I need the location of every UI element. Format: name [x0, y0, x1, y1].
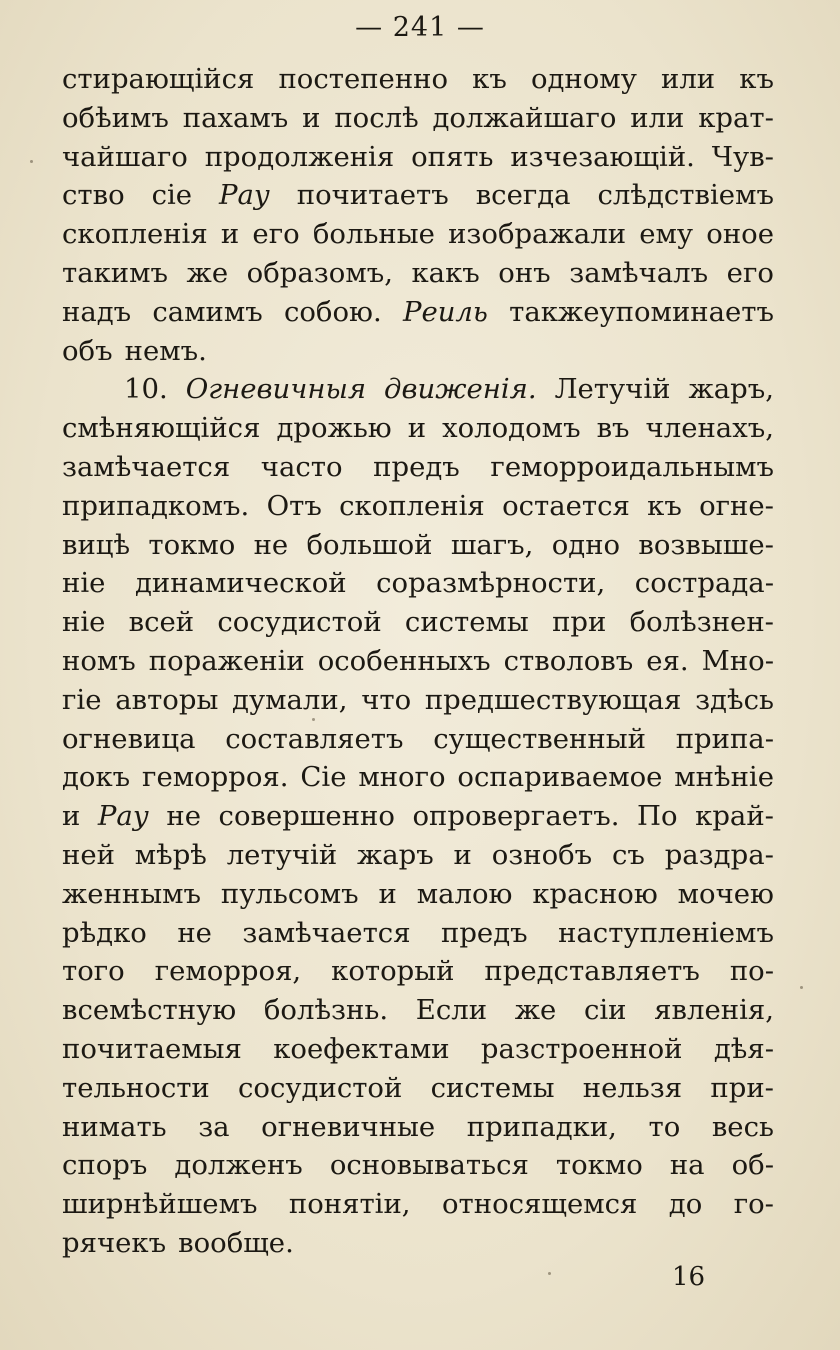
word: съ	[611, 838, 645, 871]
word: и	[407, 412, 427, 445]
word: по-	[729, 955, 774, 988]
word: остается	[502, 489, 630, 522]
word: представляетъ	[484, 955, 700, 988]
word: Сіе	[300, 761, 347, 794]
word: 10.	[124, 373, 168, 406]
word: вообще.	[178, 1226, 294, 1259]
word: Чув-	[711, 140, 774, 173]
word: системы	[404, 606, 529, 639]
paper-speck	[312, 718, 315, 721]
word: одному	[530, 63, 637, 95]
word: почитаемыя	[62, 1032, 242, 1065]
word: большой	[306, 528, 433, 561]
word: то	[648, 1110, 681, 1143]
word: ея.	[646, 644, 689, 677]
text-line	[62, 370, 774, 409]
word: какъ	[411, 256, 480, 289]
word: нельзя	[582, 1071, 683, 1104]
word: часто	[260, 450, 343, 483]
word: шагъ,	[450, 528, 534, 561]
word: возвыше-	[638, 528, 774, 561]
word: ознобъ	[491, 838, 593, 871]
text-line	[62, 797, 774, 836]
word: ней	[62, 838, 115, 871]
text-line	[62, 1146, 774, 1185]
word: соразмѣрности,	[376, 567, 606, 600]
text-line	[62, 448, 774, 487]
word: тельности	[62, 1071, 210, 1104]
word: пульсомъ	[220, 877, 359, 910]
word: Огневичныя	[185, 373, 367, 406]
word: много	[358, 761, 446, 794]
word: и	[220, 218, 240, 251]
word: сострада-	[634, 567, 774, 600]
word: на	[669, 1149, 705, 1182]
word: здѣсь	[695, 683, 774, 716]
word: Если	[415, 994, 488, 1027]
paper-speck	[800, 986, 803, 989]
word: собою.	[283, 295, 382, 328]
text-line	[62, 564, 774, 603]
text-line	[62, 1108, 774, 1147]
word: до	[668, 1188, 703, 1221]
word: за	[198, 1110, 230, 1143]
word: коефектами	[273, 1032, 450, 1065]
word: къ	[739, 63, 774, 95]
word: оспариваемое	[457, 761, 663, 794]
word: Отъ	[266, 489, 322, 522]
text-line	[62, 758, 774, 797]
word: крат-	[698, 101, 774, 134]
word: пораженіи	[148, 644, 305, 677]
word: мочею	[677, 877, 774, 910]
word: не	[253, 528, 289, 561]
word: замѣчается	[62, 450, 231, 483]
word: женнымъ	[62, 877, 202, 910]
word: рѣдко	[62, 916, 147, 949]
word: го-	[733, 1188, 774, 1221]
word: вицѣ	[62, 528, 131, 561]
word: или	[661, 63, 716, 95]
word: пахамъ	[182, 101, 289, 134]
word: рячекъ	[62, 1226, 167, 1259]
word: думали,	[232, 683, 348, 716]
word: край-	[695, 800, 774, 833]
word: предъ	[373, 450, 460, 483]
word: замѣчалъ	[569, 256, 709, 289]
word: авторы	[115, 683, 219, 716]
word: же	[514, 994, 557, 1027]
word: движенія.	[384, 373, 537, 406]
word: всегда	[475, 179, 571, 212]
word: споръ	[62, 1149, 148, 1182]
word: летучій	[226, 838, 338, 871]
word: его	[252, 218, 300, 251]
word: опять	[411, 140, 494, 173]
word: къ	[472, 63, 507, 95]
word: огневица	[62, 722, 196, 755]
word: при-	[710, 1071, 774, 1104]
text-line	[62, 952, 774, 991]
word: слѣдствіемъ	[597, 179, 774, 212]
paper-speck	[30, 160, 33, 163]
word: при	[552, 606, 607, 639]
text-line	[62, 720, 774, 759]
text-line	[62, 176, 774, 215]
word: явленія,	[654, 994, 774, 1027]
word: обѣимъ	[62, 101, 169, 134]
word: ство	[62, 179, 125, 212]
text-line	[62, 991, 774, 1030]
word: холодомъ	[442, 412, 581, 445]
word: такжеупоминаетъ	[509, 295, 774, 328]
text-line	[62, 99, 774, 138]
word: одно	[551, 528, 621, 561]
text-line	[62, 603, 774, 642]
word: самимъ	[152, 295, 263, 328]
word: продолженія	[204, 140, 395, 173]
word: стирающійся	[62, 63, 255, 95]
text-line	[62, 1069, 774, 1108]
word: надъ	[62, 295, 132, 328]
text-line	[62, 914, 774, 953]
word: геморроя,	[154, 955, 302, 988]
word: предъ	[440, 916, 528, 949]
word: не	[166, 800, 201, 833]
word: Рау	[218, 179, 270, 212]
word: По	[637, 800, 678, 833]
word: огне-	[699, 489, 774, 522]
word: же	[186, 256, 229, 289]
word: докъ	[62, 761, 131, 794]
word: не	[177, 916, 212, 949]
word: особенныхъ	[317, 644, 491, 677]
word: опровергаетъ.	[412, 800, 620, 833]
word: номъ	[62, 644, 136, 677]
word: припа-	[675, 722, 774, 755]
word: въ	[596, 412, 630, 445]
word: огневичные	[261, 1110, 436, 1143]
word: жаръ	[356, 838, 434, 871]
word: должайшаго	[432, 101, 617, 134]
word: и	[62, 800, 81, 833]
word: скопленія	[339, 489, 485, 522]
word: существенный	[433, 722, 646, 755]
text-line	[62, 138, 774, 177]
word: малою	[416, 877, 513, 910]
word: припадки,	[466, 1110, 617, 1143]
word: дрожью	[276, 412, 392, 445]
text-line	[62, 1224, 774, 1263]
word: ширнѣйшемъ	[62, 1188, 258, 1221]
text-line	[62, 1185, 774, 1224]
word: чайшаго	[62, 140, 188, 173]
word: оное	[706, 218, 774, 251]
body-text	[62, 60, 774, 1263]
text-line	[62, 409, 774, 448]
word: изчезающій.	[510, 140, 695, 173]
word: и	[302, 101, 321, 134]
word: къ	[647, 489, 682, 522]
word: токмо	[555, 1149, 643, 1182]
word: больные	[312, 218, 435, 251]
word: всемѣстную	[62, 994, 237, 1027]
word: изображали	[448, 218, 627, 251]
word: весь	[711, 1110, 774, 1143]
word: токмо	[148, 528, 236, 561]
word: припадкомъ.	[62, 489, 250, 522]
word: послѣ	[334, 101, 419, 134]
text-line	[62, 1030, 774, 1069]
word: совершенно	[218, 800, 395, 833]
word: или	[630, 101, 685, 134]
word: замѣчается	[242, 916, 411, 949]
text-line	[62, 293, 774, 332]
word: геморроидальнымъ	[490, 450, 774, 483]
paper-speck	[548, 1272, 551, 1275]
word: геморроя.	[142, 761, 289, 794]
text-line	[62, 332, 774, 371]
word: ніе	[62, 606, 106, 639]
word: болѣзнь.	[263, 994, 389, 1027]
text-line	[62, 642, 774, 681]
word: дѣя-	[713, 1032, 774, 1065]
word: Реиль	[402, 295, 488, 328]
word: системы	[430, 1071, 555, 1104]
word: Мно-	[701, 644, 774, 677]
word: мѣрѣ	[134, 838, 207, 871]
word: жаръ,	[688, 373, 774, 406]
text-line	[62, 60, 774, 99]
word: красною	[532, 877, 658, 910]
word: нимать	[62, 1110, 167, 1143]
text-line	[62, 215, 774, 254]
text-line	[62, 526, 774, 565]
word: ему	[639, 218, 694, 251]
word: почитаетъ	[296, 179, 449, 212]
word: его	[726, 256, 774, 289]
word: болѣзнен-	[629, 606, 774, 639]
word: сіе	[151, 179, 193, 212]
word: Летучій	[554, 373, 671, 406]
word: скопленія	[62, 218, 208, 251]
word: предшествующая	[424, 683, 682, 716]
word: что	[361, 683, 412, 716]
word: долженъ	[174, 1149, 303, 1182]
word: такимъ	[62, 256, 169, 289]
text-line	[62, 875, 774, 914]
word: мнѣніе	[674, 761, 774, 794]
word: того	[62, 955, 125, 988]
word: ніе	[62, 567, 106, 600]
signature-mark: 16	[672, 1262, 706, 1292]
word: смѣняющійся	[62, 412, 261, 445]
word: составляетъ	[225, 722, 404, 755]
word: основываться	[329, 1149, 529, 1182]
page-number: — 241 —	[355, 12, 485, 43]
word: разстроенной	[480, 1032, 683, 1065]
word: об-	[731, 1149, 774, 1182]
word: всей	[128, 606, 195, 639]
word: понятіи,	[288, 1188, 411, 1221]
text-line	[62, 836, 774, 875]
word: гіе	[62, 683, 102, 716]
text-line	[62, 487, 774, 526]
word: сосудистой	[238, 1071, 403, 1104]
word: и	[378, 877, 397, 910]
text-line	[62, 681, 774, 720]
word: образомъ,	[246, 256, 393, 289]
word: наступленіемъ	[558, 916, 774, 949]
word: сосудистой	[217, 606, 382, 639]
word: немъ.	[124, 334, 207, 367]
word: стволовъ	[503, 644, 634, 677]
word: который	[331, 955, 455, 988]
word: членахъ,	[645, 412, 774, 445]
word: сіи	[583, 994, 627, 1027]
word: постепенно	[278, 63, 449, 95]
text-line	[62, 254, 774, 293]
word: Рау	[97, 800, 149, 833]
word: и	[453, 838, 472, 871]
word: относящемся	[441, 1188, 638, 1221]
word: объ	[62, 334, 113, 367]
word: динамической	[134, 567, 347, 600]
word: раздра-	[664, 838, 774, 871]
word: онъ	[498, 256, 551, 289]
